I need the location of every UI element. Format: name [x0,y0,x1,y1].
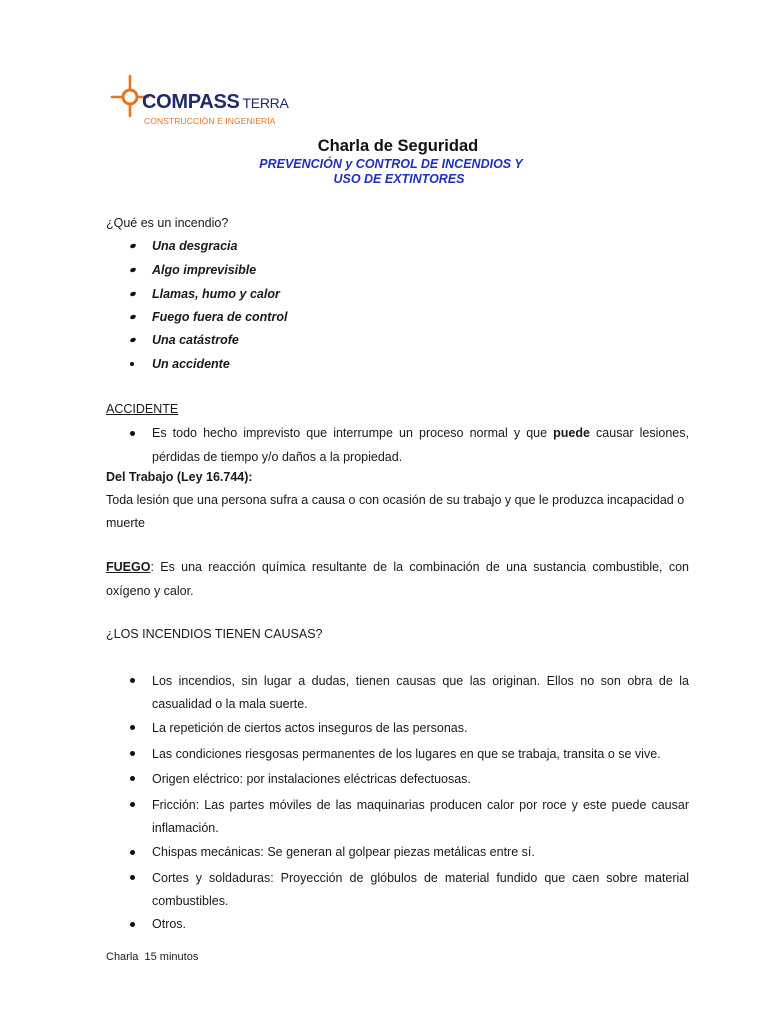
trabajo-heading: Del Trabajo (Ley 16.744): [106,470,253,484]
bullet-icon [129,314,136,320]
causa-item-line-2: combustibles. [152,894,229,908]
incendio-item: Llamas, humo y calor [152,287,280,301]
logo-brand: COMPASS TERRA [142,91,289,113]
subtitle-line-1: PREVENCIÓN y CONTROL DE INCENDIOS Y [259,157,523,171]
trabajo-line-1: Toda lesión que una persona sufra a causa o con ocasión de su trabajo y que le produzca incapacidad o [106,493,685,507]
causa-item-line-1: Fricción: Las partes móviles de las maquinarias producen calor por roce y este puede causar [152,798,689,812]
incendio-item: Una desgracia [152,239,238,253]
incendio-question: ¿Qué es un incendio? [106,216,229,230]
causa-item-line-1: Otros. [152,917,187,931]
causa-item-line-2: casualidad o la mala suerte. [152,697,308,711]
bullet-icon [130,776,135,781]
fuego-definition-line-1: FUEGO: Es una reacción química resultante de la combinación de una sustancia combustible, con [106,560,689,574]
causa-item-line-1: Los incendios, sin lugar a dudas, tienen causas que las originan. Ellos no son obra de la [152,674,689,688]
causa-item-line-1: La repetición de ciertos actos inseguros de las personas. [152,721,468,735]
causa-item-line-1: Las condiciones riesgosas permanentes de los lugares en que se trabaja, transita o se vive. [152,747,661,761]
bullet-icon [130,725,135,730]
bullet-icon [129,243,136,249]
accidente-definition-line-1: Es todo hecho imprevisto que interrumpe un proceso normal y que puede causar lesiones, [152,426,689,440]
fuego-term: FUEGO [106,560,151,574]
causas-heading: ¿LOS INCENDIOS TIENEN CAUSAS? [106,627,323,641]
logo-brand-suffix: TERRA [242,95,289,111]
incendio-item: Algo imprevisible [152,263,257,277]
bullet-icon [130,751,135,756]
page-title: Charla de Seguridad [317,137,479,155]
bullet-icon [130,431,135,436]
causa-item-line-1: Chispas mecánicas: Se generan al golpear piezas metálicas entre sí. [152,845,535,859]
accidente-emphasis: puede [553,426,590,440]
causa-item-line-2: inflamación. [152,821,219,835]
trabajo-line-2: muerte [106,516,145,530]
bullet-icon [129,267,136,273]
bullet-icon [130,802,135,807]
company-logo [110,74,289,134]
fuego-definition-line-2: oxígeno y calor. [106,584,194,598]
bullet-icon [130,678,135,683]
incendio-item: Una catástrofe [152,333,239,347]
incendio-item: Fuego fuera de control [152,310,288,324]
bullet-icon [130,922,135,927]
bullet-icon [130,875,135,880]
causa-item-line-1: Origen eléctrico: por instalaciones eléctricas defectuosas. [152,772,471,786]
bullet-icon [130,850,135,855]
causa-item-line-1: Cortes y soldaduras: Proyección de glóbulos de material fundido que caen sobre material [152,871,689,885]
logo-tagline: CONSTRUCCIÓN E INGENIERÍA [144,116,276,126]
accidente-heading: ACCIDENTE [106,402,179,416]
incendio-item: Un accidente [152,357,230,371]
subtitle-line-2: USO DE EXTINTORES [333,172,465,186]
bullet-icon [129,337,136,343]
accidente-definition-line-2: pérdidas de tiempo y/o daños a la propiedad. [152,450,403,464]
bullet-icon [129,291,136,297]
page-footer: Charla 15 minutos [106,951,199,963]
bullet-icon [130,362,134,366]
